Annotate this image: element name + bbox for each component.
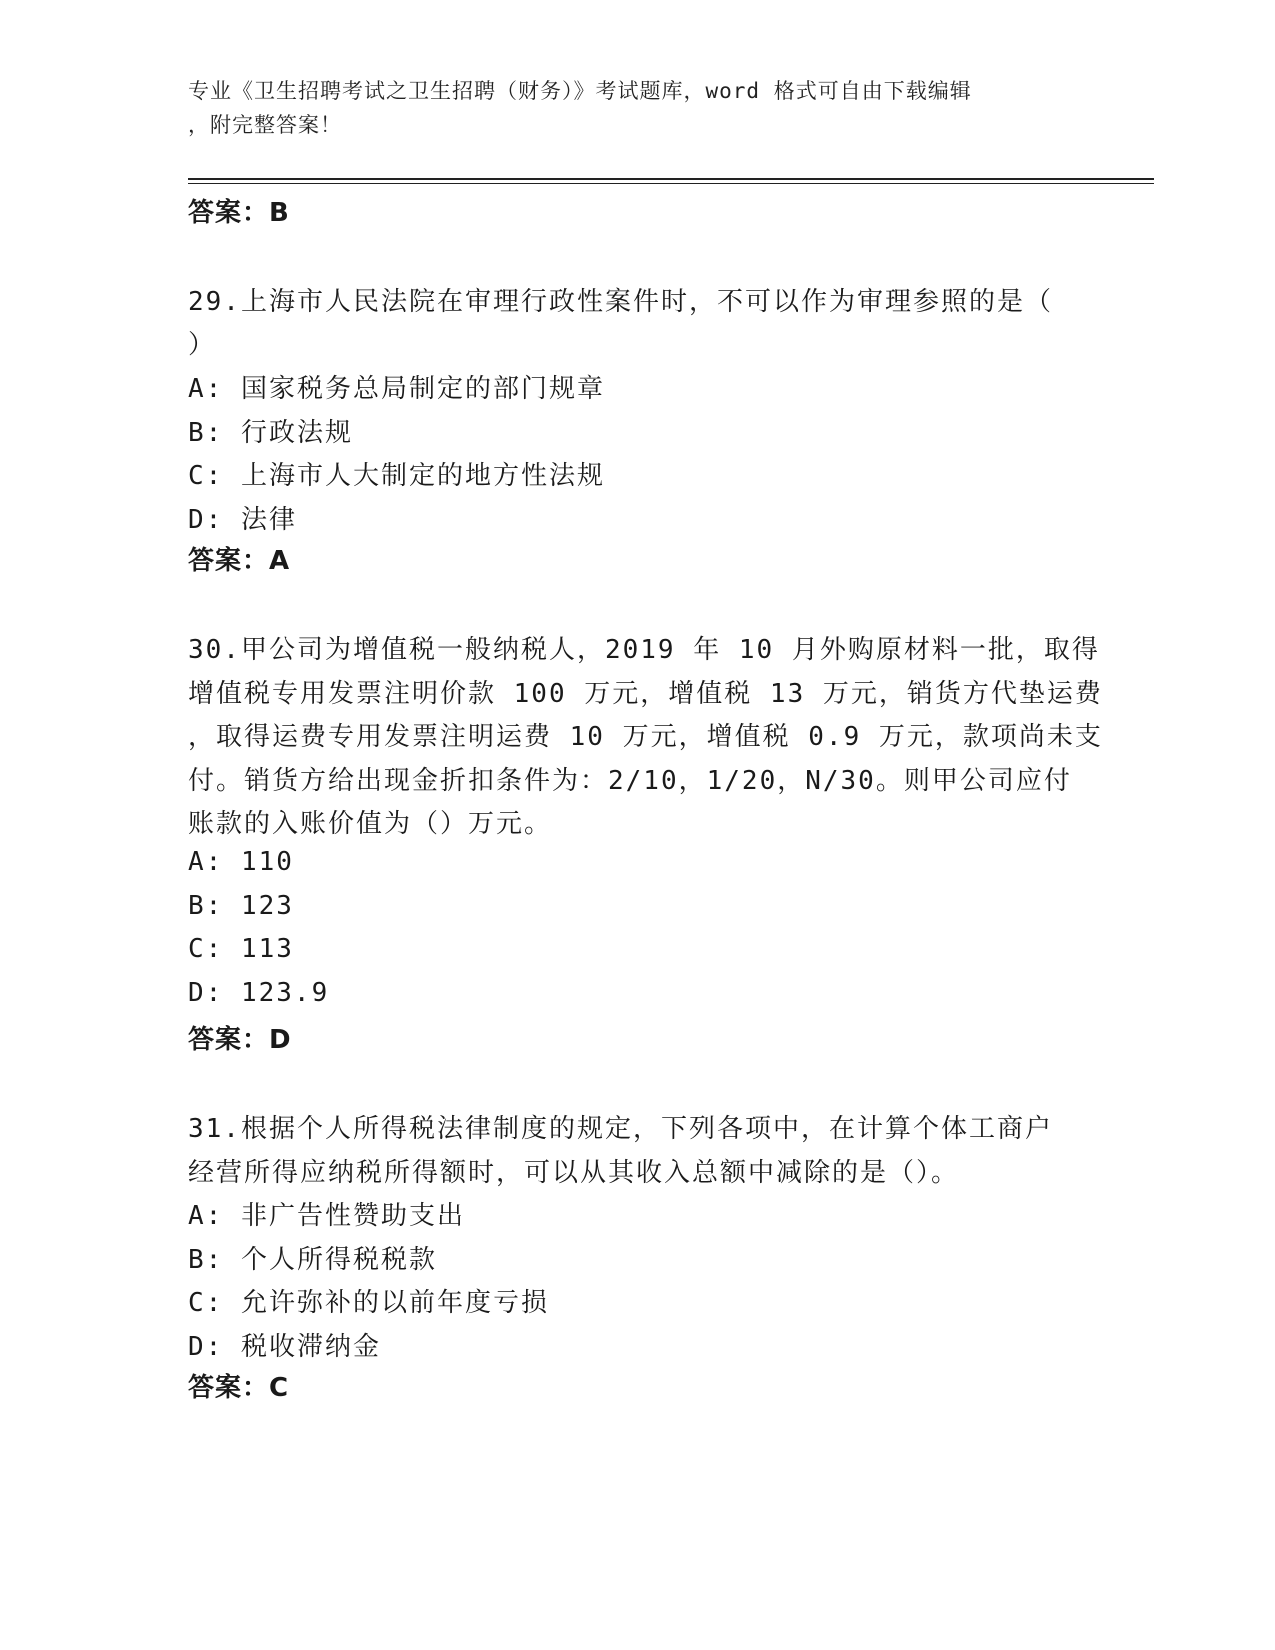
- question-31-option-d: D: 税收滞纳金: [188, 1332, 381, 1362]
- question-31-line-1: 31.根据个人所得税法律制度的规定，下列各项中，在计算个体工商户: [188, 1114, 1053, 1144]
- question-30-line-3: ，取得运费专用发票注明运费 10 万元，增值税 0.9 万元，款项尚未支: [188, 722, 1103, 752]
- question-29-option-a: A: 国家税务总局制定的部门规章: [188, 374, 605, 404]
- question-31-line-2: 经营所得应纳税所得额时，可以从其收入总额中减除的是（）。: [188, 1158, 960, 1188]
- question-30-line-5: 账款的入账价值为（）万元。: [188, 809, 553, 839]
- header-line-1: 专业《卫生招聘考试之卫生招聘（财务）》考试题库，word 格式可自由下载编辑: [188, 79, 972, 103]
- header-line-2: ，附完整答案！: [188, 113, 342, 137]
- question-31-answer: 答案：C: [188, 1373, 290, 1403]
- question-31-option-c: C: 允许弥补的以前年度亏损: [188, 1288, 549, 1318]
- header-divider-thick: [188, 178, 1154, 180]
- question-29-option-c: C: 上海市人大制定的地方性法规: [188, 461, 605, 491]
- question-29-option-b: B: 行政法规: [188, 418, 353, 448]
- question-29-answer: 答案：A: [188, 546, 291, 576]
- header-divider-thin: [188, 183, 1154, 184]
- question-30-option-c: C: 113: [188, 934, 294, 964]
- question-30-line-4: 付。销货方给出现金折扣条件为：2/10，1/20，N/30。则甲公司应付: [188, 766, 1072, 796]
- question-30-option-b: B: 123: [188, 891, 294, 921]
- question-30-option-d: D: 123.9: [188, 978, 330, 1008]
- previous-answer: 答案：B: [188, 198, 290, 228]
- question-31-option-a: A: 非广告性赞助支出: [188, 1201, 465, 1231]
- question-29-option-d: D: 法律: [188, 505, 297, 535]
- question-29-line-2: ）: [188, 330, 217, 360]
- question-31-option-b: B: 个人所得税税款: [188, 1245, 437, 1275]
- question-30-line-1: 30.甲公司为增值税一般纳税人，2019 年 10 月外购原材料一批，取得: [188, 635, 1100, 665]
- document-header: [188, 74, 1068, 142]
- question-30-line-2: 增值税专用发票注明价款 100 万元，增值税 13 万元，销货方代垫运费: [188, 679, 1103, 709]
- question-29-line-1: 29.上海市人民法院在审理行政性案件时，不可以作为审理参照的是（: [188, 287, 1053, 317]
- question-30-answer: 答案：D: [188, 1025, 292, 1055]
- question-30-option-a: A: 110: [188, 847, 294, 877]
